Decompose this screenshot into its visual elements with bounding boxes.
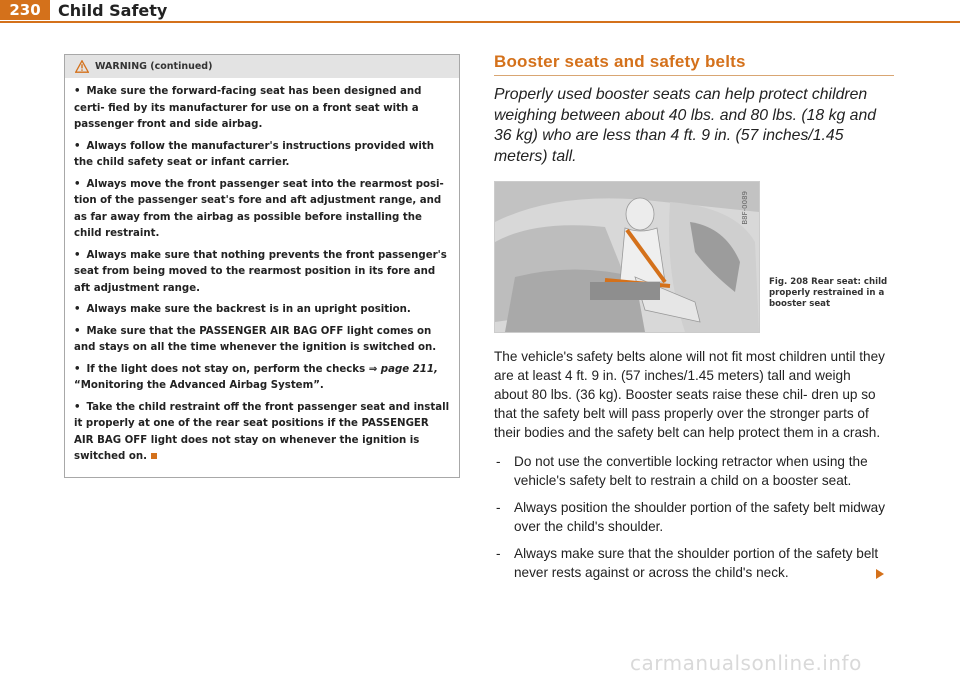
list-item: - Always position the shoulder portion of the safety belt midway over the child's shoulder. <box>496 500 886 534</box>
watermark: carmanualsonline.info <box>630 651 862 675</box>
warning-item: • Always make sure the backrest is in an upright position. <box>74 304 411 315</box>
figure-image <box>494 181 760 333</box>
figure-code: B8F-0089 <box>741 191 749 225</box>
continue-arrow-icon <box>876 569 884 579</box>
header-rule <box>0 21 960 23</box>
section-title: Child Safety <box>58 1 168 20</box>
warning-title: WARNING (continued) <box>95 61 213 72</box>
warning-item: • If the light does not stay on, perform the checks ⇒ page 211, “Monitoring the Advanced Airbag System”. <box>74 363 438 391</box>
booster-section <box>494 52 894 590</box>
booster-seat-illustration <box>495 182 759 332</box>
warning-item: • Take the child restraint off the front passenger seat and install it properly at one of the rear seat positions if the PASSENGER AIR BAG OFF light does not stay on whenever the ignition is switched on. <box>74 401 450 462</box>
page-reference-link[interactable]: page 211, <box>380 363 438 375</box>
list-item: - Always make sure that the shoulder portion of the safety belt never rests against or across the child's neck. <box>496 546 879 580</box>
intro-paragraph: Properly used booster seats can help protect children weighing between about 40 lbs. and 80 lbs. (18 kg and 36 kg) who are less than 4 ft. 9 in. (57 inches/1.45 meters) tall. <box>494 86 877 165</box>
end-marker <box>151 453 157 459</box>
list-item: - Do not use the convertible locking retractor when using the vehicle's safety belt to restrain a child on a booster seat. <box>496 454 868 488</box>
page-ref-arrow: ⇒ <box>368 363 378 375</box>
warning-item: • Make sure the forward-facing seat has been designed and certi- fied by its manufacturer for use on a front seat with a passenger front and side airbag. <box>74 86 422 130</box>
warning-body <box>65 78 459 477</box>
figure <box>494 181 894 337</box>
page-header <box>0 0 960 34</box>
warning-item: • Always move the front passenger seat into the rearmost posi- tion of the passenger seat's fore and aft adjustment range, and as far away from the airbag as possible before installing the child restraint. <box>74 178 444 239</box>
warning-item: • Make sure that the PASSENGER AIR BAG OFF light comes on and stays on all the time whenever the ignition is switched on. <box>74 325 437 353</box>
subsection-title: Booster seats and safety belts <box>494 52 894 76</box>
warning-icon <box>75 60 89 73</box>
body-paragraph: The vehicle's safety belts alone will not fit most children until they are at least 4 ft. 9 in. (57 inches/1.45 meters) tall and weigh about 80 lbs. (36 kg). Booster seats raise these chil- dren up so that the safety belt will pass properly over the stronger parts of their bodies and the safety belt can help protect them in a crash. <box>494 349 885 440</box>
warning-item: • Always follow the manufacturer's instructions provided with the child safety seat or infant carrier. <box>74 140 434 168</box>
figure-caption <box>769 277 897 310</box>
instruction-list <box>494 452 886 582</box>
warning-box <box>64 54 460 478</box>
warning-item: • Always make sure that nothing prevents the front passenger's seat from being moved to the rearmost position in its fore and aft adjustment range. <box>74 249 447 294</box>
figure-caption-text: child properly restrained in a booster seat <box>769 277 888 309</box>
warning-header <box>65 55 459 78</box>
page-number: 230 <box>0 0 50 20</box>
figure-caption-label: Fig. 208 Rear seat: <box>769 277 861 287</box>
